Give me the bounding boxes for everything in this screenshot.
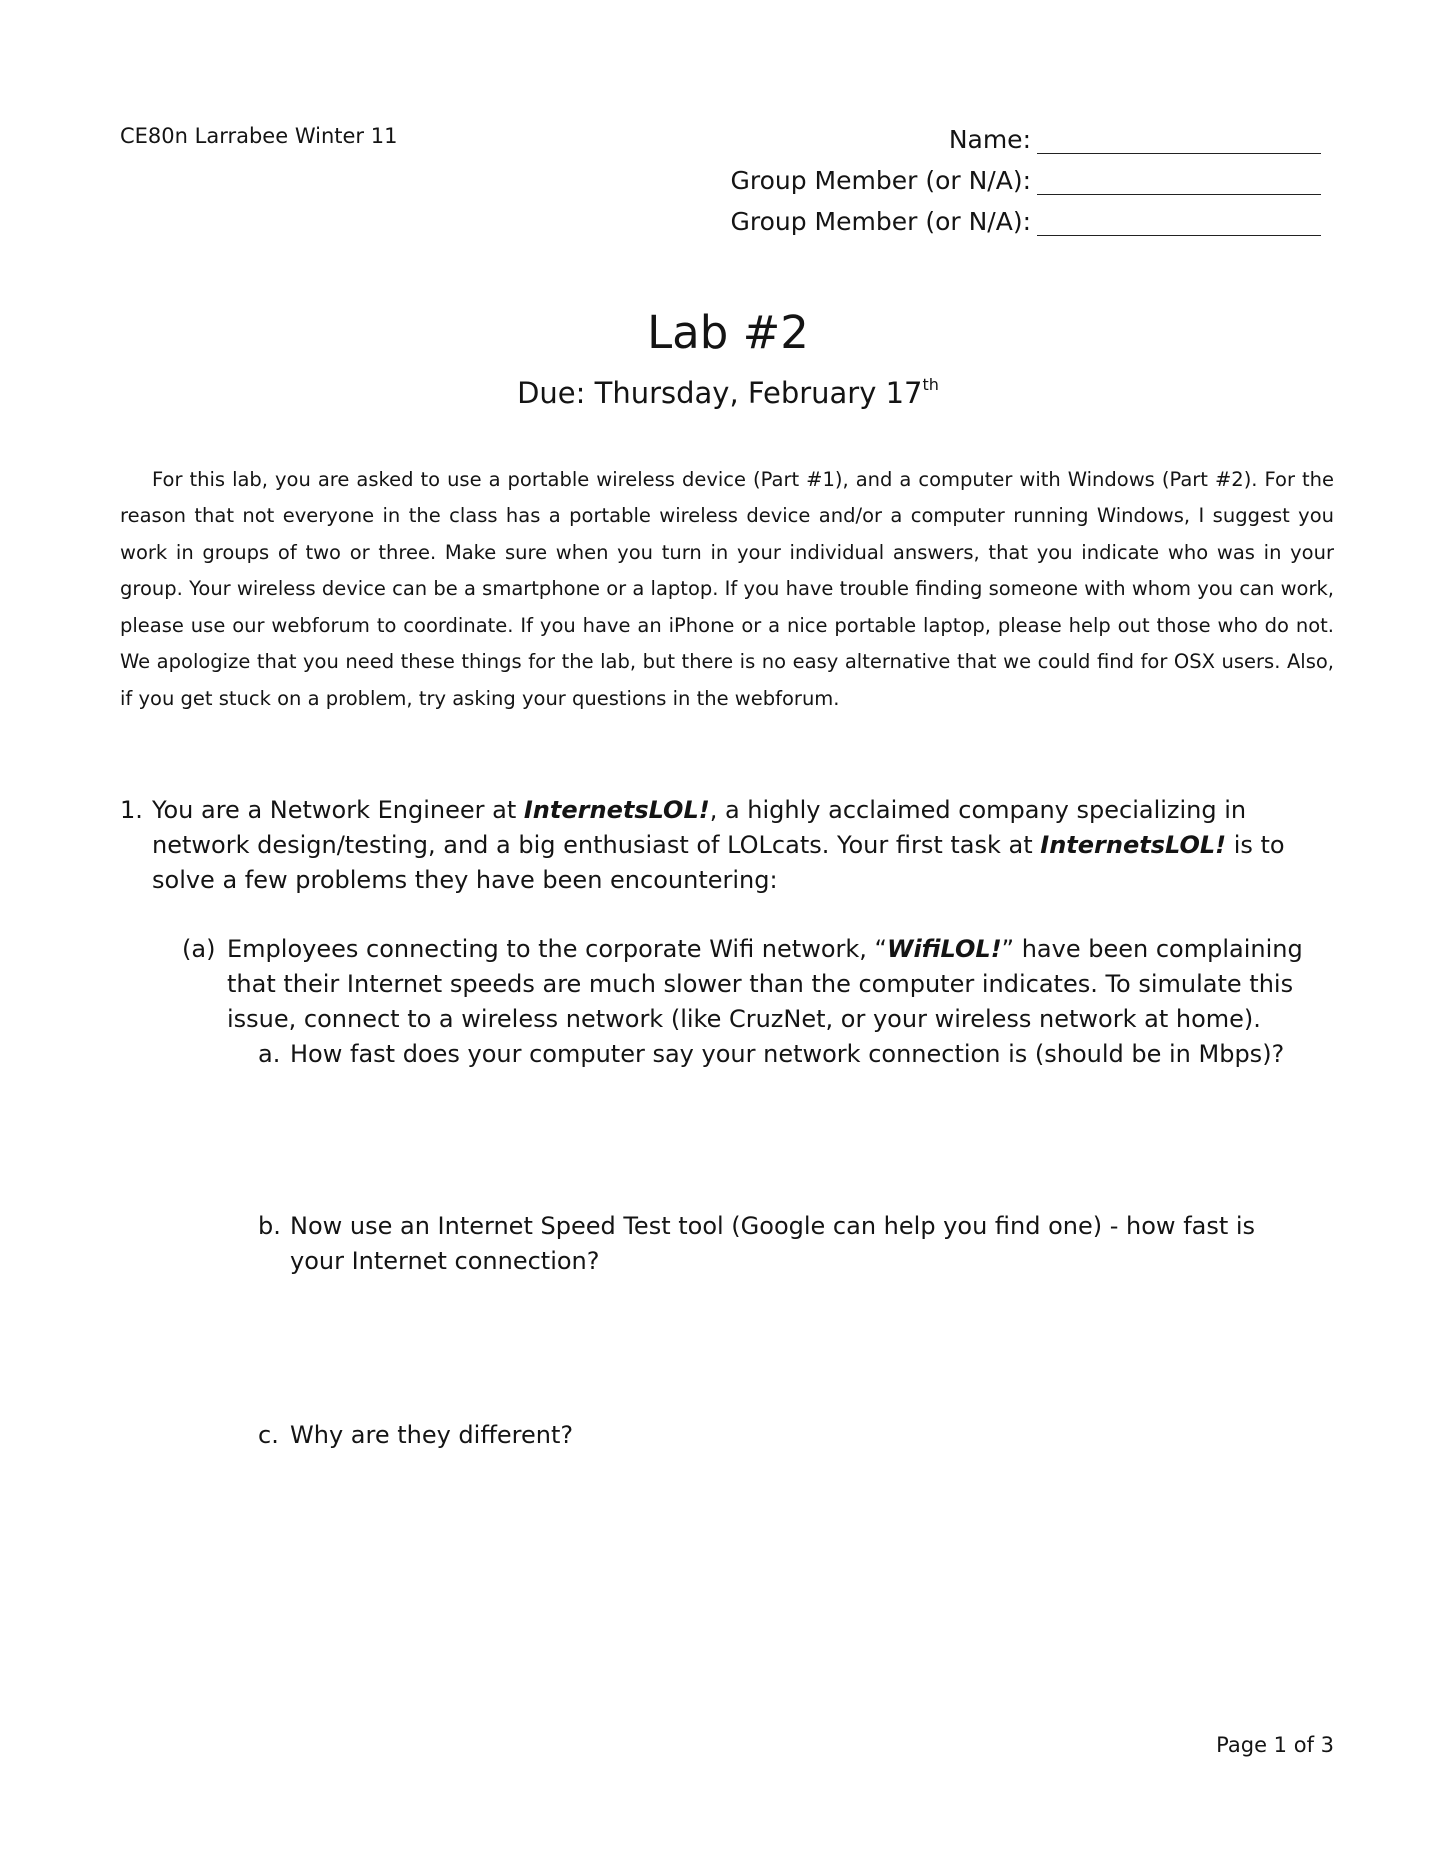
group-member-field-row [730, 200, 1321, 241]
subquestion-text: How fast does your computer say your network connection is (should be in Mbps)? [290, 1040, 1285, 1068]
subquestion-b [258, 1209, 1308, 1279]
question-text-part: You are a Network Engineer at [152, 796, 524, 824]
due-text: Due: Thursday, February 17 [517, 376, 923, 410]
question-text-part: , a highly acclaimed company specializing in network design/testing, and a big enthusiast of LOLcats. Your first task at [152, 796, 1247, 859]
due-suffix: th [922, 375, 939, 395]
question-1 [120, 793, 1310, 898]
intro-paragraph: For this lab, you are asked to use a portable wireless device (Part #1), and a computer with Windows (Part #2). For the reason that not everyone in the class has a portable wireless device and/or a computer running Windows, I suggest you work in groups of two or three. Make sure when you turn in your individual answers, that you indicate who was in your group. Your wireless device can be a smartphone or a laptop. If you have trouble finding someone with whom you can work, please use our webforum to coordinate. If you have an iPhone or a nice portable laptop, please help out those who do not. We apologize that you need these things for the lab, but there is no easy alternative that we could find for OSX users. Also, if you get stuck on a problem, try asking your questions in the webforum. [120, 467, 1334, 711]
question-text [227, 932, 1322, 1037]
subquestion-text: Why are they different? [290, 1421, 574, 1449]
due-date [0, 376, 1456, 410]
company-name: InternetsLOL! [523, 796, 710, 824]
company-name: InternetsLOL! [1040, 831, 1227, 859]
subquestion-c [258, 1418, 1308, 1453]
page-number: Page 1 of 3 [1216, 1733, 1334, 1757]
question-1a [182, 932, 1322, 1037]
subquestion-a [258, 1037, 1308, 1072]
question-text [152, 793, 1310, 898]
subquestion-number: c. [258, 1421, 279, 1449]
group-member-blank [1037, 206, 1321, 236]
network-name: WifiLOL! [886, 935, 1002, 963]
question-text-part: ” have been complaining that their Internet speeds are much slower than the computer indicates. To simulate this issue, connect to a wireless network (like CruzNet, or your wireless network at home). [227, 935, 1303, 1033]
name-blank [1037, 124, 1321, 154]
page-title: Lab #2 [647, 306, 809, 359]
group-member-label: Group Member (or N/A): [730, 207, 1031, 236]
name-fields [730, 118, 1321, 241]
name-label: Name: [948, 125, 1031, 154]
subquestion-text: Now use an Internet Speed Test tool (Google can help you find one) - how fast is your Internet connection? [290, 1212, 1256, 1275]
question-text-part: is to solve a few problems they have been encountering: [152, 831, 1285, 894]
group-member-blank [1037, 165, 1321, 195]
question-text-part: Employees connecting to the corporate Wifi network, “ [227, 935, 887, 963]
course-header: CE80n Larrabee Winter 11 [120, 124, 398, 148]
name-field-row [730, 118, 1321, 159]
question-number: (a) [182, 935, 216, 963]
subquestion-number: a. [258, 1040, 281, 1068]
group-member-field-row [730, 159, 1321, 200]
group-member-label: Group Member (or N/A): [730, 166, 1031, 195]
question-number: 1. [120, 796, 143, 824]
subquestion-number: b. [258, 1212, 281, 1240]
